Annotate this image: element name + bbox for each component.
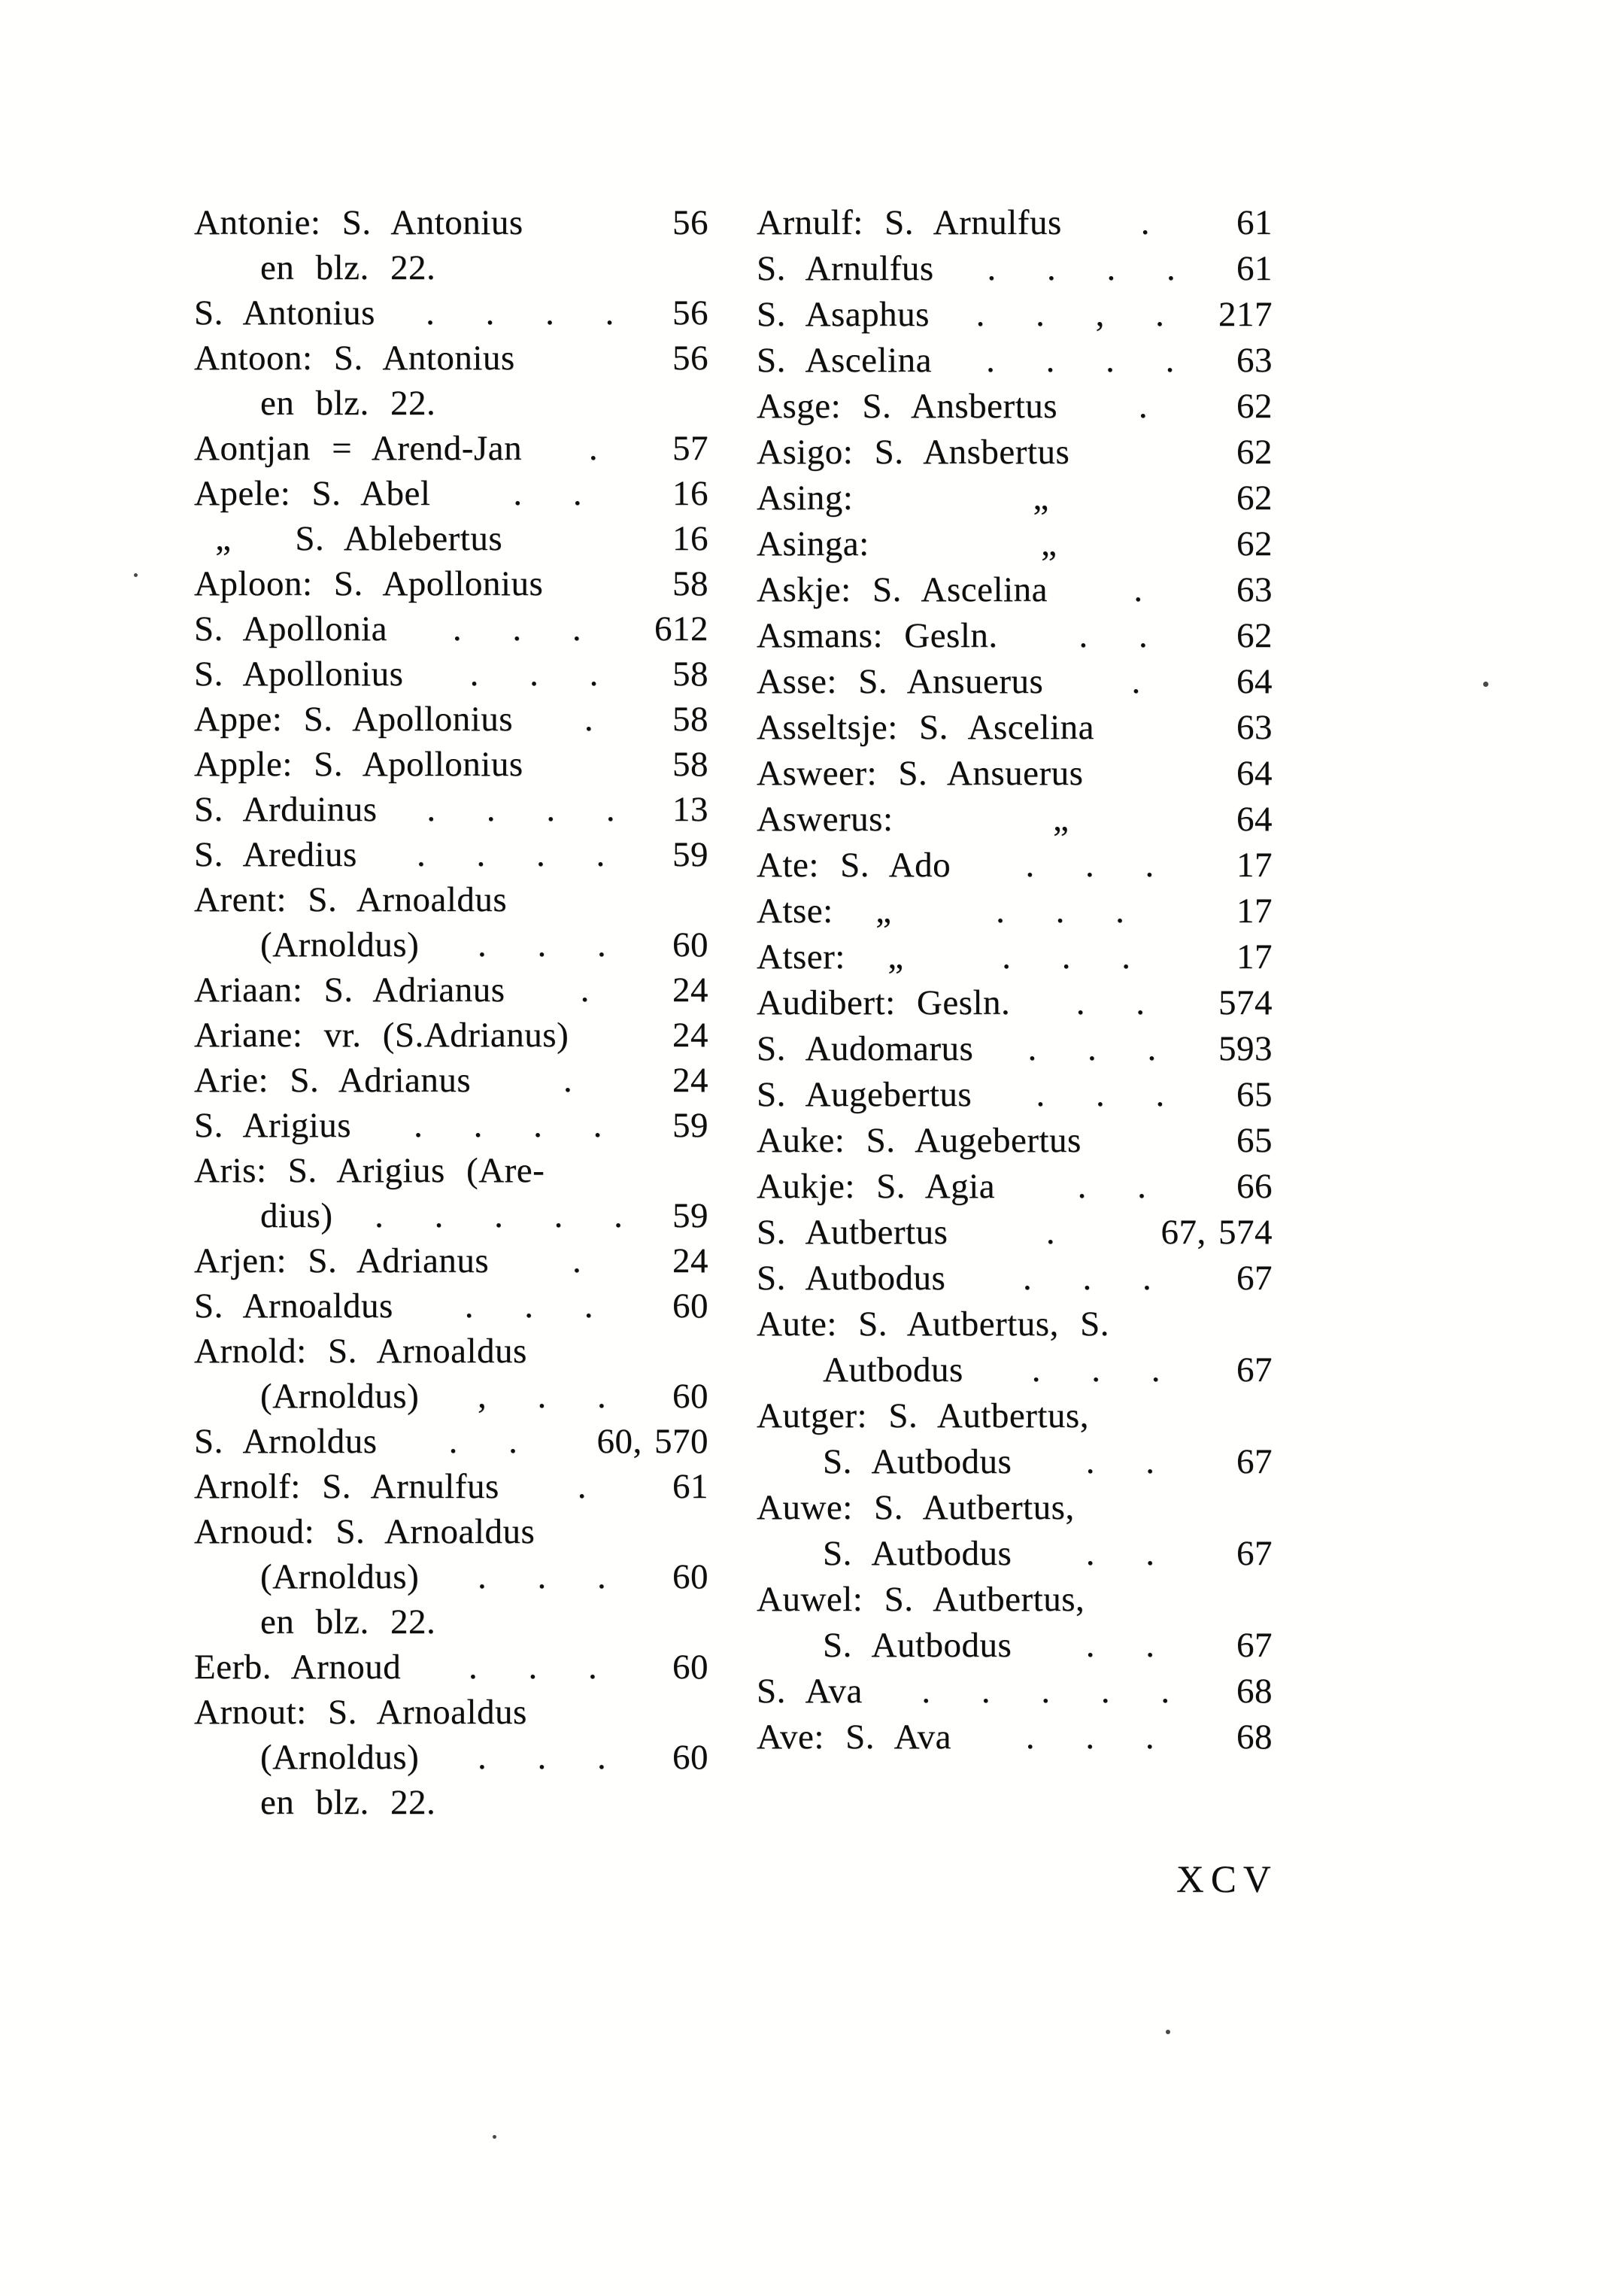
leader-dots: . . (1085, 1442, 1155, 1481)
entry-text: Apele: S. Abel (194, 474, 431, 513)
page-ref: 61 (672, 1467, 708, 1506)
entry-text: S. Autbodus (823, 1626, 1012, 1665)
index-entry (194, 1735, 708, 1780)
page-ref: 64 (1236, 754, 1273, 793)
index-entry (757, 1347, 1273, 1393)
entry-text: Asweer: S. Ansuerus (757, 754, 1084, 793)
index-entry (194, 1103, 708, 1148)
page-ref: 13 (672, 790, 708, 829)
index-entry (194, 1193, 708, 1238)
index-entry (757, 475, 1273, 521)
entry-text: Arnolf: S. Arnulfus (194, 1467, 499, 1506)
entry-text: (Arnoldus) (260, 925, 420, 964)
entry-text: S. Aredius (194, 835, 357, 874)
index-entry (757, 659, 1273, 705)
entry-text: (Arnoldus) (260, 1557, 420, 1596)
entry-text: Auke: S. Augebertus (757, 1121, 1082, 1160)
index-entry (194, 606, 708, 651)
scan-speck (1483, 682, 1488, 687)
page-ref: 58 (672, 745, 708, 784)
entry-text: S. Apollonius (194, 654, 404, 694)
page-ref: 17 (1236, 846, 1273, 885)
page-ref: 59 (672, 835, 708, 874)
entry-text: Asing: (757, 478, 854, 518)
page-ref: 60 (672, 1286, 708, 1326)
leader-dots: . . (1075, 983, 1145, 1022)
leader-dots: . . . . (414, 1106, 602, 1145)
index-entry (757, 613, 1273, 659)
page-ref: 62 (1236, 616, 1273, 655)
page-ref: 68 (1236, 1717, 1273, 1757)
page-ref: 16 (672, 519, 708, 558)
page-ref: 217 (1218, 295, 1273, 334)
index-entry (194, 922, 708, 967)
index-entry (757, 246, 1273, 292)
entry-text: S. Asaphus (757, 295, 930, 334)
entry-text: S. Arnoldus (194, 1422, 378, 1461)
entry-text: Aute: S. Autbertus, S. (757, 1304, 1109, 1344)
entry-text: Apple: S. Apollonius (194, 745, 523, 784)
entry-text: S. Augebertus (757, 1075, 972, 1114)
index-entry (757, 1164, 1273, 1210)
page-ref: 63 (1236, 570, 1273, 609)
leader-dots: . . . . . (921, 1672, 1170, 1711)
scan-speck (1166, 2030, 1170, 2034)
leader-dots: . . . . (987, 249, 1176, 288)
entry-text: Eerb. Arnoud (194, 1648, 402, 1687)
leader-dots: . (577, 1467, 587, 1506)
page-ref: 62 (1236, 524, 1273, 563)
index-entry (194, 1419, 708, 1464)
page-ref: 612 (654, 609, 708, 648)
page-ref: 24 (672, 1016, 708, 1055)
entry-text: en blz. 22. (260, 384, 436, 423)
leader-dots: . . . (1025, 1717, 1155, 1757)
entry-text: Arie: S. Adrianus (194, 1061, 472, 1100)
leader-dots: . . . (478, 925, 607, 964)
leader-dots: , . . (478, 1377, 607, 1416)
entry-text: Appe: S. Apollonius (194, 700, 514, 739)
leader-dots: . . . (1002, 937, 1131, 976)
entry-text: Auwe: S. Autbertus, (757, 1488, 1075, 1527)
entry-text: Askje: S. Ascelina (757, 570, 1048, 609)
page-ref: 61 (1236, 203, 1273, 242)
page-ref: 57 (672, 429, 708, 468)
index-entry (757, 1072, 1273, 1118)
entry-text: S. Autbodus (757, 1259, 946, 1298)
index-entry (757, 567, 1273, 613)
page-ref: 67, 574 (1160, 1213, 1273, 1252)
entry-text: Ariane: vr. (S.Adrianus) (194, 1016, 569, 1055)
leader-dots: . . . (464, 1286, 594, 1326)
page-ref: 62 (1236, 433, 1273, 472)
entry-text: Ariaan: S. Adrianus (194, 970, 505, 1010)
index-entry (194, 1554, 708, 1599)
page-number: XCV (1176, 1859, 1278, 1901)
entry-text: Arnoud: S. Arnoaldus (194, 1512, 535, 1551)
leader-dots: . . . (1027, 1029, 1157, 1068)
entry-text: en blz. 22. (260, 248, 436, 287)
entry-text: Asinga: (757, 524, 869, 563)
entry-text: S. Autbertus (757, 1213, 948, 1252)
index-entry (194, 1464, 708, 1509)
leader-dots: . . (448, 1422, 518, 1461)
page-ref: 60 (672, 1377, 708, 1416)
index-entry (757, 200, 1273, 246)
page-ref: 60 (672, 1738, 708, 1777)
entry-text: Asge: S. Ansbertus (757, 387, 1058, 426)
ditto-mark: „ (1053, 800, 1069, 839)
entry-text: S. Audomarus (757, 1029, 974, 1068)
leader-dots: . (1133, 570, 1143, 609)
index-entry (757, 384, 1273, 430)
leader-dots: . . (1085, 1534, 1155, 1573)
page-ref: 61 (1236, 249, 1273, 288)
leader-dots: . (1138, 387, 1148, 426)
leader-dots: . . . (996, 891, 1125, 931)
entry-text: (Arnoldus) (260, 1377, 420, 1416)
page-ref: 24 (672, 1241, 708, 1280)
page-ref: 65 (1236, 1121, 1273, 1160)
index-entry (757, 1577, 1273, 1623)
index-entry (194, 290, 708, 336)
index-entry (194, 787, 708, 832)
entry-text: dius) (260, 1196, 333, 1235)
page-ref: 17 (1236, 937, 1273, 976)
index-entry (757, 980, 1273, 1026)
page-ref: 62 (1236, 478, 1273, 518)
index-entry (194, 381, 708, 426)
index-entry (194, 426, 708, 471)
page-ref: 67 (1236, 1259, 1273, 1298)
leader-dots: . (563, 1061, 573, 1100)
page-ref: 24 (672, 1061, 708, 1100)
page-ref: 62 (1236, 387, 1273, 426)
index-entry (194, 1329, 708, 1374)
leader-dots: . . . (468, 1648, 598, 1687)
index-entry (757, 1393, 1273, 1439)
entry-text: Arnout: S. Arnoaldus (194, 1693, 527, 1732)
index-entry (194, 1780, 708, 1825)
entry-text: Aukje: S. Agia (757, 1167, 996, 1206)
index-entry (194, 1148, 708, 1193)
page-ref: 60 (672, 1557, 708, 1596)
page-ref: 63 (1236, 341, 1273, 380)
index-entry (194, 1283, 708, 1329)
entry-text: S. Arduinus (194, 790, 378, 829)
entry-text: Arjen: S. Adrianus (194, 1241, 490, 1280)
leader-dots: . . . (452, 609, 582, 648)
entry-text: S. Autbodus (823, 1442, 1012, 1481)
entry-text: Atse: „ (757, 891, 892, 931)
index-entry (757, 1439, 1273, 1485)
index-entry (194, 651, 708, 697)
index-entry (194, 1509, 708, 1554)
leader-dots: . . . (478, 1557, 607, 1596)
page-ref: 63 (1236, 708, 1273, 747)
leader-dots: . . . . (417, 835, 605, 874)
index-entry (194, 1013, 708, 1058)
leader-dots: . . . (1036, 1075, 1165, 1114)
index-entry (194, 697, 708, 742)
index-column-left (194, 200, 708, 1825)
leader-dots: . (572, 1241, 582, 1280)
entry-text: Asseltsje: S. Ascelina (757, 708, 1094, 747)
index-entry (757, 292, 1273, 338)
page-ref: 68 (1236, 1672, 1273, 1711)
ditto-mark: „ (1041, 524, 1057, 563)
index-entry (757, 1669, 1273, 1714)
index-entry (194, 1058, 708, 1103)
entry-text: Asigo: S. Ansbertus (757, 433, 1070, 472)
leader-dots: . . . . (986, 341, 1175, 380)
entry-text: S. Ascelina (757, 341, 932, 380)
leader-dots: . . . (469, 654, 599, 694)
index-entry (194, 742, 708, 787)
leader-dots: . . (1078, 616, 1148, 655)
leader-dots: . . . . (426, 790, 616, 829)
entry-text: Auwel: S. Autbertus, (757, 1580, 1085, 1619)
leader-dots: . (588, 429, 599, 468)
index-entry (194, 1690, 708, 1735)
index-entry (194, 967, 708, 1013)
page-ref: 593 (1218, 1029, 1273, 1068)
page-ref: 64 (1236, 662, 1273, 701)
leader-dots: . . . . (426, 293, 614, 333)
entry-text: Arnold: S. Arnoaldus (194, 1332, 527, 1371)
entry-text: Audibert: Gesln. (757, 983, 1011, 1022)
entry-text: (Arnoldus) (260, 1738, 420, 1777)
page-ref: 56 (672, 203, 708, 242)
page-ref: 66 (1236, 1167, 1273, 1206)
scan-speck (134, 573, 138, 577)
entry-text: Aploon: S. Apollonius (194, 564, 544, 603)
entry-text: S. Autbodus (823, 1534, 1012, 1573)
index-entry (757, 797, 1273, 843)
index-entry (757, 430, 1273, 475)
leader-dots: . . . (1025, 846, 1154, 885)
page-ref: 65 (1236, 1075, 1273, 1114)
index-entry (757, 934, 1273, 980)
leader-dots: . (1140, 203, 1150, 242)
leader-dots: . . (513, 474, 583, 513)
page-ref: 58 (672, 564, 708, 603)
entry-text: Asse: S. Ansuerus (757, 662, 1044, 701)
index-entry (194, 561, 708, 606)
page-ref: 56 (672, 339, 708, 378)
leader-dots: . (584, 700, 594, 739)
index-entry (194, 1238, 708, 1283)
index-entry (194, 1645, 708, 1690)
entry-text: Arent: S. Arnoaldus (194, 880, 508, 919)
entry-text: S. Arigius (194, 1106, 352, 1145)
page-ref: 16 (672, 474, 708, 513)
entry-text: S. Arnoaldus (194, 1286, 393, 1326)
index-entry (757, 751, 1273, 797)
index-entry (194, 832, 708, 877)
index-entry (757, 1210, 1273, 1256)
page-ref: 58 (672, 654, 708, 694)
index-entry (757, 888, 1273, 934)
entry-text: en blz. 22. (260, 1602, 436, 1642)
entry-text: Aris: S. Arigius (Are- (194, 1151, 545, 1190)
leader-dots: . . . . . (375, 1196, 623, 1235)
entry-text: S. Ava (757, 1672, 863, 1711)
page-ref: 60, 570 (596, 1422, 708, 1461)
leader-dots: . (1045, 1213, 1056, 1252)
index-entry (194, 336, 708, 381)
index-entry (757, 1623, 1273, 1669)
page-ref: 67 (1236, 1534, 1273, 1573)
entry-text: Ave: S. Ava (757, 1717, 951, 1757)
entry-text: S. Antonius (194, 293, 375, 333)
page-ref: 60 (672, 925, 708, 964)
page-ref: 17 (1236, 891, 1273, 931)
leader-dots: . . . (1023, 1259, 1152, 1298)
scan-speck (493, 2135, 496, 2139)
page-ref: 67 (1236, 1442, 1273, 1481)
entry-text: Antonie: S. Antonius (194, 203, 523, 242)
index-entry (194, 516, 708, 561)
index-entry (757, 521, 1273, 567)
entry-text: Autbodus (823, 1350, 963, 1389)
entry-text: S. Arnulfus (757, 249, 934, 288)
entry-text: Arnulf: S. Arnulfus (757, 203, 1062, 242)
entry-text: Atser: „ (757, 937, 904, 976)
leader-dots: . . (1077, 1167, 1147, 1206)
entry-text: S. Apollonia (194, 609, 388, 648)
entry-text: Antoon: S. Antonius (194, 339, 515, 378)
entry-text: Aswerus: (757, 800, 893, 839)
index-entry (194, 877, 708, 922)
index-entry (757, 1118, 1273, 1164)
entry-text: Ate: S. Ado (757, 846, 951, 885)
index-entry (757, 1531, 1273, 1577)
page-ref: 60 (672, 1648, 708, 1687)
entry-text: en blz. 22. (260, 1783, 436, 1822)
index-entry (757, 338, 1273, 384)
page-ref: 58 (672, 700, 708, 739)
index-entry (757, 1714, 1273, 1760)
page-ref: 574 (1218, 983, 1273, 1022)
page-ref: 24 (672, 970, 708, 1010)
index-entry (757, 1026, 1273, 1072)
leader-dots: . . . (1031, 1350, 1161, 1389)
page-ref: 56 (672, 293, 708, 333)
index-entry (194, 471, 708, 516)
page-ref: 67 (1236, 1626, 1273, 1665)
index-entry (194, 1374, 708, 1419)
leader-dots: . . , . (975, 295, 1165, 334)
entry-text: „ S. Ablebertus (194, 519, 503, 558)
leader-dots: . . (1085, 1626, 1155, 1665)
entry-text: Aontjan = Arend-Jan (194, 429, 523, 468)
index-entry (194, 245, 708, 290)
entry-text: Asmans: Gesln. (757, 616, 998, 655)
index-entry (757, 843, 1273, 888)
index-entry (757, 1256, 1273, 1301)
page-ref: 59 (672, 1196, 708, 1235)
index-entry (194, 200, 708, 245)
index-entry (757, 705, 1273, 751)
leader-dots: . . . (478, 1738, 607, 1777)
page-ref: 64 (1236, 800, 1273, 839)
page-ref: 67 (1236, 1350, 1273, 1389)
ditto-mark: „ (1033, 478, 1049, 518)
index-column-right (757, 200, 1273, 1760)
leader-dots: . (1131, 662, 1141, 701)
index-entry (757, 1485, 1273, 1531)
leader-dots: . (580, 970, 590, 1010)
index-entry (757, 1301, 1273, 1347)
entry-text: Autger: S. Autbertus, (757, 1396, 1089, 1435)
page-ref: 59 (672, 1106, 708, 1145)
index-entry (194, 1599, 708, 1645)
